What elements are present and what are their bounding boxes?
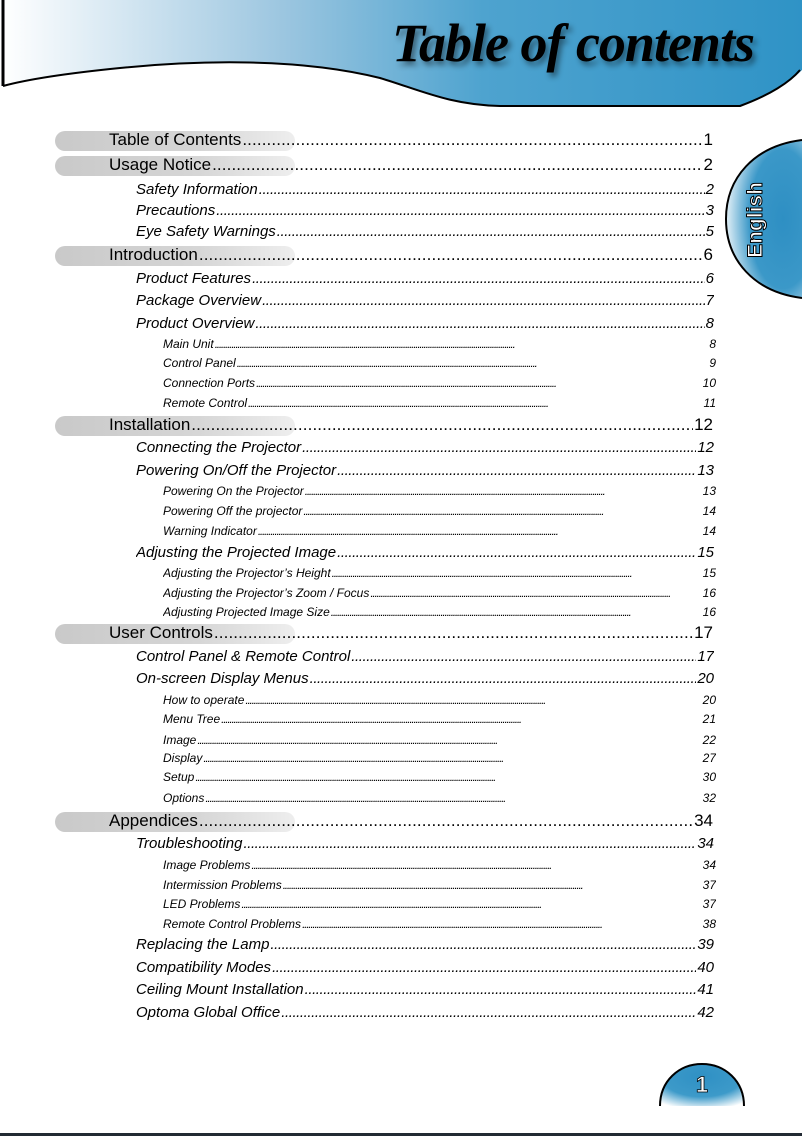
dot-leader bbox=[305, 981, 697, 998]
dot-leader bbox=[195, 770, 701, 784]
dot-leader bbox=[310, 670, 697, 687]
toc-entry-page: 13 bbox=[697, 462, 714, 479]
dot-leader bbox=[205, 791, 701, 805]
toc-entry-page: 6 bbox=[705, 270, 714, 287]
toc-entry-page: 2 bbox=[705, 181, 714, 198]
toc-entry-page: 34 bbox=[702, 858, 716, 872]
dot-leader bbox=[221, 712, 702, 726]
toc-entry-level-2[interactable] bbox=[136, 1004, 714, 1021]
toc-entry-level-2[interactable] bbox=[136, 670, 714, 687]
dot-leader bbox=[252, 270, 705, 287]
toc-entry-page: 6 bbox=[703, 245, 713, 264]
toc-entry-label: Appendices bbox=[109, 811, 198, 830]
dot-leader bbox=[191, 415, 693, 435]
dot-leader bbox=[283, 878, 702, 892]
toc-entry-level-2[interactable] bbox=[136, 462, 714, 479]
toc-entry-level-3[interactable] bbox=[163, 586, 716, 600]
dot-leader bbox=[303, 504, 701, 518]
dot-leader bbox=[256, 376, 702, 390]
dot-leader bbox=[302, 917, 702, 931]
toc-entry-label: Display bbox=[163, 751, 203, 765]
toc-entry-page: 22 bbox=[702, 733, 716, 747]
dot-leader bbox=[277, 223, 705, 240]
toc-entry-page: 10 bbox=[702, 376, 716, 390]
toc-entry-page: 34 bbox=[694, 811, 713, 830]
toc-entry-level-2[interactable] bbox=[136, 202, 714, 219]
dot-leader bbox=[337, 462, 696, 479]
dot-leader bbox=[251, 858, 701, 872]
toc-entry-label: Image bbox=[163, 733, 197, 747]
page-title: Table of contents bbox=[391, 13, 754, 73]
toc-entry-level-3[interactable] bbox=[163, 524, 716, 538]
toc-entry-page: 16 bbox=[702, 605, 716, 619]
dot-leader bbox=[237, 356, 709, 370]
toc-entry-page: 42 bbox=[697, 1004, 714, 1021]
toc-entry-label: Precautions bbox=[136, 202, 216, 219]
dot-leader bbox=[370, 586, 701, 600]
toc-entry-label: Troubleshooting bbox=[136, 835, 243, 852]
toc-entry-label: Adjusting Projected Image Size bbox=[163, 605, 330, 619]
toc-entry-page: 7 bbox=[705, 292, 714, 309]
toc-entry-level-3[interactable] bbox=[163, 917, 716, 931]
toc-entry-page: 14 bbox=[702, 524, 716, 538]
dot-leader bbox=[332, 566, 702, 580]
toc-entry-label: Intermission Problems bbox=[163, 878, 282, 892]
toc-entry-level-1[interactable] bbox=[109, 415, 713, 435]
toc-entry-page: 34 bbox=[697, 835, 714, 852]
dot-leader bbox=[270, 936, 696, 953]
toc-entry-label: Usage Notice bbox=[109, 155, 212, 174]
dot-leader bbox=[351, 648, 696, 665]
toc-entry-label: Menu Tree bbox=[163, 712, 221, 726]
toc-entry-level-3[interactable] bbox=[163, 337, 716, 351]
dot-leader bbox=[305, 484, 702, 498]
toc-entry-label: Control Panel & Remote Control bbox=[136, 648, 351, 665]
toc-entry-page: 8 bbox=[705, 315, 714, 332]
toc-entry-page: 17 bbox=[694, 623, 713, 642]
toc-entry-level-2[interactable] bbox=[136, 223, 714, 240]
dot-leader bbox=[255, 315, 704, 332]
dot-leader bbox=[243, 835, 696, 852]
toc-entry-level-3[interactable] bbox=[163, 484, 716, 498]
dot-leader bbox=[259, 181, 705, 198]
toc-entry-label: Powering Off the projector bbox=[163, 504, 303, 518]
toc-entry-page: 27 bbox=[702, 751, 716, 765]
dot-leader bbox=[331, 605, 702, 619]
dot-leader bbox=[214, 623, 693, 643]
toc-entry-page: 16 bbox=[702, 586, 716, 600]
toc-entry-label: Package Overview bbox=[136, 292, 262, 309]
dot-leader bbox=[262, 292, 705, 309]
dot-leader bbox=[215, 337, 709, 351]
toc-entry-level-2[interactable] bbox=[136, 544, 714, 561]
toc-entry-page: 11 bbox=[703, 396, 716, 410]
toc-entry-level-3[interactable] bbox=[163, 751, 716, 765]
toc-entry-level-3[interactable] bbox=[163, 733, 716, 747]
toc-entry-level-3[interactable] bbox=[163, 878, 716, 892]
toc-entry-page: 13 bbox=[702, 484, 716, 498]
dot-leader bbox=[199, 245, 703, 265]
toc-entry-level-2[interactable] bbox=[136, 270, 714, 287]
toc-entry-label: On-screen Display Menus bbox=[136, 670, 309, 687]
toc-entry-level-2[interactable] bbox=[136, 648, 714, 665]
dot-leader bbox=[337, 544, 696, 561]
toc-entry-page: 37 bbox=[702, 897, 716, 911]
toc-entry-page: 41 bbox=[697, 981, 714, 998]
toc-entry-page: 9 bbox=[709, 356, 716, 370]
toc-entry-level-3[interactable] bbox=[163, 376, 716, 390]
toc-entry-page: 21 bbox=[702, 712, 716, 726]
toc-entry-label: Product Overview bbox=[136, 315, 255, 332]
toc-entry-label: Setup bbox=[163, 770, 195, 784]
toc-entry-page: 20 bbox=[697, 670, 714, 687]
toc-entry-label: Table of Contents bbox=[109, 130, 242, 149]
toc-entry-label: Image Problems bbox=[163, 858, 251, 872]
toc-entry-level-3[interactable] bbox=[163, 770, 716, 784]
toc-entry-level-3[interactable] bbox=[163, 858, 716, 872]
toc-entry-level-2[interactable] bbox=[136, 315, 714, 332]
toc-entry-level-3[interactable] bbox=[163, 897, 716, 911]
toc-entry-level-1[interactable] bbox=[109, 623, 713, 643]
toc-entry-page: 39 bbox=[697, 936, 714, 953]
toc-entry-level-3[interactable] bbox=[163, 605, 716, 619]
dot-leader bbox=[212, 155, 702, 175]
toc-entry-label: Compatibility Modes bbox=[136, 959, 272, 976]
toc-entry-page: 8 bbox=[709, 337, 716, 351]
dot-leader bbox=[199, 811, 693, 831]
toc-entry-level-2[interactable] bbox=[136, 439, 714, 456]
toc-entry-level-3[interactable] bbox=[163, 396, 716, 410]
toc-entry-level-2[interactable] bbox=[136, 981, 714, 998]
toc-entry-label: Product Features bbox=[136, 270, 252, 287]
language-label-wrap bbox=[726, 180, 786, 260]
toc-entry-page: 5 bbox=[705, 223, 714, 240]
toc-entry-page: 12 bbox=[694, 415, 713, 434]
toc-entry-level-3[interactable] bbox=[163, 356, 716, 370]
toc-entry-label: Connecting the Projector bbox=[136, 439, 302, 456]
toc-entry-level-1[interactable] bbox=[109, 811, 713, 831]
toc-entry-label: Safety Information bbox=[136, 181, 258, 198]
toc-entry-level-1[interactable] bbox=[109, 155, 713, 175]
toc-entry-page: 1 bbox=[703, 130, 713, 149]
toc-entry-page: 15 bbox=[697, 544, 714, 561]
toc-entry-level-3[interactable] bbox=[163, 791, 716, 805]
toc-entry-level-2[interactable] bbox=[136, 292, 714, 309]
dot-leader bbox=[241, 897, 701, 911]
toc-entry-page: 17 bbox=[697, 648, 714, 665]
toc-entry-label: Warning Indicator bbox=[163, 524, 257, 538]
toc-entry-label: Installation bbox=[109, 415, 191, 434]
toc-entry-label: User Controls bbox=[109, 623, 213, 642]
toc-entry-label: Replacing the Lamp bbox=[136, 936, 270, 953]
toc-entry-page: 40 bbox=[697, 959, 714, 976]
toc-entry-label: Adjusting the Projector’s Zoom / Focus bbox=[163, 586, 370, 600]
dot-leader bbox=[258, 524, 702, 538]
toc-entry-level-3[interactable] bbox=[163, 712, 716, 726]
toc-entry-level-2[interactable] bbox=[136, 959, 714, 976]
toc-entry-page: 38 bbox=[702, 917, 716, 931]
toc-entry-page: 14 bbox=[702, 504, 716, 518]
page-number: 1 bbox=[695, 1072, 709, 1097]
dot-leader bbox=[203, 751, 701, 765]
toc-entry-page: 2 bbox=[703, 155, 713, 174]
toc-entry-label: LED Problems bbox=[163, 897, 241, 911]
toc-entry-page: 12 bbox=[697, 439, 714, 456]
toc-entry-level-3[interactable] bbox=[163, 693, 716, 707]
dot-leader bbox=[272, 959, 696, 976]
dot-leader bbox=[281, 1004, 696, 1021]
header-banner bbox=[0, 0, 802, 110]
toc-entry-label: Main Unit bbox=[163, 337, 214, 351]
toc-entry-label: Optoma Global Office bbox=[136, 1004, 281, 1021]
dot-leader bbox=[242, 130, 702, 150]
toc-entry-label: Eye Safety Warnings bbox=[136, 223, 276, 240]
toc-entry-page: 30 bbox=[702, 770, 716, 784]
toc-entry-level-2[interactable] bbox=[136, 936, 714, 953]
toc-entry-label: Control Panel bbox=[163, 356, 236, 370]
toc-entry-level-2[interactable] bbox=[136, 181, 714, 198]
toc-entry-label: Introduction bbox=[109, 245, 198, 264]
toc-entry-label: Ceiling Mount Installation bbox=[136, 981, 304, 998]
toc-entry-level-2[interactable] bbox=[136, 835, 714, 852]
toc-entry-level-1[interactable] bbox=[109, 245, 713, 265]
toc-entry-level-3[interactable] bbox=[163, 566, 716, 580]
toc-entry-level-3[interactable] bbox=[163, 504, 716, 518]
toc-entry-label: Remote Control Problems bbox=[163, 917, 302, 931]
toc-entry-page: 3 bbox=[705, 202, 714, 219]
toc-entry-label: Remote Control bbox=[163, 396, 248, 410]
toc-entry-label: Powering On the Projector bbox=[163, 484, 304, 498]
toc-entry-level-1[interactable] bbox=[109, 130, 713, 150]
dot-leader bbox=[197, 733, 701, 747]
dot-leader bbox=[245, 693, 701, 707]
toc-entry-label: Adjusting the Projector’s Height bbox=[163, 566, 331, 580]
toc-entry-page: 37 bbox=[702, 878, 716, 892]
toc-entry-label: Powering On/Off the Projector bbox=[136, 462, 337, 479]
language-label: English bbox=[744, 182, 767, 258]
toc-entry-label: Connection Ports bbox=[163, 376, 256, 390]
dot-leader bbox=[248, 396, 702, 410]
toc-entry-label: Adjusting the Projected Image bbox=[136, 544, 337, 561]
toc-entry-page: 20 bbox=[702, 693, 716, 707]
toc-entry-page: 15 bbox=[702, 566, 716, 580]
dot-leader bbox=[216, 202, 704, 219]
toc-entry-page: 32 bbox=[702, 791, 716, 805]
toc-entry-label: Options bbox=[163, 791, 205, 805]
dot-leader bbox=[302, 439, 696, 456]
toc-entry-label: How to operate bbox=[163, 693, 245, 707]
